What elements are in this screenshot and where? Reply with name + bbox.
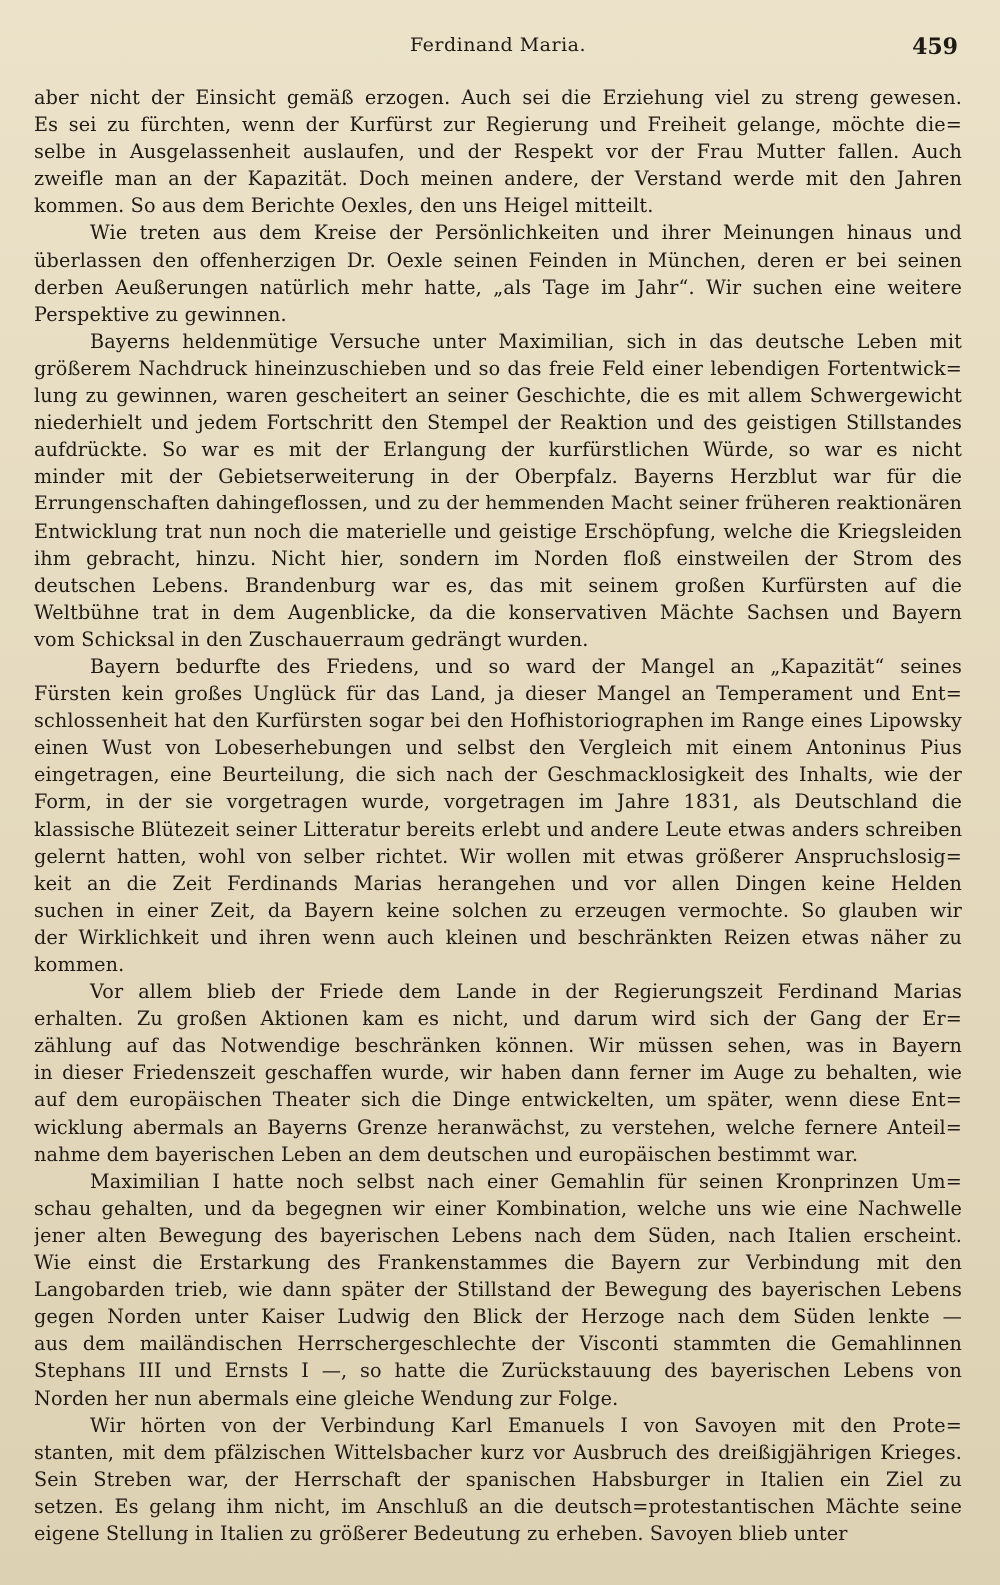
text-line: deutschen Lebens. Brandenburg war es, das mit seinem großen Kurfürsten auf die (34, 573, 962, 597)
text-line: eigene Stellung in Italien zu größerer Bedeutung zu erheben. Savoyen blieb unter (34, 1521, 848, 1545)
text-line: kommen. (34, 953, 125, 976)
text-line: Perspektive zu gewinnen. (34, 302, 287, 326)
paragraph (34, 653, 962, 978)
running-head: Ferdinand Maria. (409, 34, 587, 56)
text-line: Langobarden trieb, wie dann später der Stillstand der Bewegung des bayerischen Lebens (34, 1278, 962, 1302)
text-line: zweifle man an der Kapazität. Doch meinen andere, der Verstand werde mit den Jahren (34, 167, 962, 191)
text-line: der Wirklichkeit und ihren wenn auch kleinen und beschränkten Reizen etwas näher zu (34, 925, 962, 949)
text-line: nahme dem bayerischen Leben an dem deutschen und europäischen bestimmt war. (34, 1142, 859, 1166)
text-line: eingetragen, eine Beurteilung, die sich nach der Geschmacklosigkeit des Inhalts, wie der (34, 763, 962, 787)
text-line: Fürsten kein großes Unglück für das Land, ja dieser Mangel an Temperament und Ent= (34, 682, 962, 706)
text-line: aus dem mailändischen Herrschergeschlechte der Visconti stammten die Gemahlinnen (34, 1332, 962, 1356)
text-line: wicklung abermals an Bayerns Grenze heranwächst, zu verstehen, welche fernere Anteil= (34, 1115, 962, 1139)
body-text (34, 84, 962, 1547)
paragraph (34, 1412, 962, 1547)
text-line: stanten, mit dem pfälzischen Wittelsbacher kurz vor Ausbruch des dreißigjährigen Krieges. (34, 1440, 962, 1464)
text-line: Sein Streben war, der Herrschaft der spanischen Habsburger in Italien ein Ziel zu (34, 1467, 962, 1491)
text-line: erhalten. Zu großen Aktionen kam es nicht, und darum wird sich der Gang der Er= (34, 1007, 962, 1031)
text-line: einen Wust von Lobeserhebungen und selbst den Vergleich mit einem Antoninus Pius (34, 736, 962, 760)
text-line: Wir hörten von der Verbindung Karl Emanuels I von Savoyen mit den Prote= (90, 1413, 962, 1437)
text-line: gegen Norden unter Kaiser Ludwig den Blick der Herzoge nach dem Süden lenkte — (34, 1305, 962, 1329)
text-line: gelernt hatten, wohl von selber richtet. Wir wollen mit etwas größerer Anspruchslosig= (34, 844, 962, 868)
text-line: niederhielt und jedem Fortschritt den Stempel der Reaktion und des geistigen Stillstandes (34, 411, 962, 435)
text-line: zählung auf das Notwendige beschränken können. Wir müssen sehen, was in Bayern (34, 1034, 962, 1058)
text-line: Es sei zu fürchten, wenn der Kurfürst zur Regierung und Freiheit gelange, möchte die= (34, 113, 962, 137)
text-line: Weltbühne trat in dem Augenblicke, da die konservativen Mächte Sachsen und Bayern (34, 600, 962, 624)
text-line: Maximilian I hatte noch selbst nach einer Gemahlin für seinen Kronprinzen Um= (90, 1169, 962, 1193)
text-line: Vor allem blieb der Friede dem Lande in der Regierungszeit Ferdinand Marias (90, 980, 962, 1004)
paragraph (34, 219, 962, 327)
text-line: in dieser Friedenszeit geschaffen wurde, wir haben dann ferner im Auge zu behalten, wie (34, 1061, 962, 1085)
text-line: jener alten Bewegung des bayerischen Lebens nach dem Süden, nach Italien erscheint. (34, 1223, 962, 1247)
text-line: setzen. Es gelang ihm nicht, im Anschluß an die deutsch=protestantischen Mächte seine (34, 1494, 962, 1518)
text-line: Errungenschaften dahingeflossen, und zu der hemmenden Macht seiner früheren reaktionären (34, 492, 962, 515)
text-line: vom Schicksal in den Zuschauerraum gedrängt wurden. (34, 627, 589, 651)
text-line: Stephans III und Ernsts I —, so hatte die Zurückstauung des bayerischen Lebens von (34, 1359, 962, 1383)
text-line: klassische Blütezeit seiner Litteratur bereits erlebt und andere Leute etwas anders schreiben (34, 817, 962, 841)
text-line: lung zu gewinnen, waren gescheitert an seiner Geschichte, die es mit allem Schwergewicht (34, 384, 962, 408)
text-line: schlossenheit hat den Kurfürsten sogar bei den Hofhistoriographen im Range eines Lipowsky (34, 709, 962, 733)
page-header (34, 34, 962, 84)
text-line: selbe in Ausgelassenheit auslaufen, und der Respekt vor der Frau Mutter fallen. Auch (34, 140, 962, 164)
text-line: minder mit der Gebietserweiterung in der Oberpfalz. Bayerns Herzblut war für die (34, 465, 962, 489)
text-line: suchen in einer Zeit, da Bayern keine solchen zu erzeugen vermochte. So glauben wir (34, 898, 962, 922)
text-line: Wie treten aus dem Kreise der Persönlichkeiten und ihrer Meinungen hinaus und (90, 221, 962, 245)
text-line: aber nicht der Einsicht gemäß erzogen. Auch sei die Erziehung viel zu streng gewesen. (34, 86, 962, 109)
text-line: keit an die Zeit Ferdinands Marias herangehen und vor allen Dingen keine Helden (34, 871, 962, 895)
text-line: überlassen den offenherzigen Dr. Oexle seinen Feinden in München, deren er bei seinen (34, 248, 962, 272)
paragraph (34, 978, 962, 1168)
text-line: Entwicklung trat nun noch die materielle und geistige Erschöpfung, welche die Kriegsleiden (34, 519, 962, 543)
paragraph (34, 1168, 962, 1412)
text-line: Norden her nun abermals eine gleiche Wendung zur Folge. (34, 1386, 619, 1410)
paragraph (34, 84, 962, 219)
text-line: Bayern bedurfte des Friedens, und so ward der Mangel an „Kapazität“ seines (90, 654, 962, 678)
text-line: derben Aeußerungen natürlich mehr hatte, „als Tage im Jahr“. Wir suchen eine weitere (34, 275, 962, 299)
text-line: aufdrückte. So war es mit der Erlangung der kurfürstlichen Würde, so war es nicht (34, 438, 962, 462)
text-line: auf dem europäischen Theater sich die Dinge entwickelten, um später, wenn diese Ent= (34, 1088, 962, 1112)
text-line: Form, in der sie vorgetragen wurde, vorgetragen im Jahre 1831, als Deutschland die (34, 790, 962, 814)
text-line: Wie einst die Erstarkung des Frankenstammes die Bayern zur Verbindung mit den (34, 1251, 962, 1275)
text-line: kommen. So aus dem Berichte Oexles, den uns Heigel mitteilt. (34, 194, 654, 218)
text-line: ihm gebracht, hinzu. Nicht hier, sondern im Norden floß einstweilen der Strom des (34, 546, 962, 570)
text-line: größerem Nachdruck hineinzuschieben und so das freie Feld einer lebendigen Fortentwick= (34, 356, 962, 380)
text-line: Bayerns heldenmütige Versuche unter Maximilian, sich in das deutsche Leben mit (90, 329, 962, 353)
paragraph (34, 328, 962, 653)
text-line: schau gehalten, und da begegnen wir einer Kombination, welche uns wie eine Nachwelle (34, 1196, 962, 1220)
page-number: 459 (912, 34, 958, 60)
